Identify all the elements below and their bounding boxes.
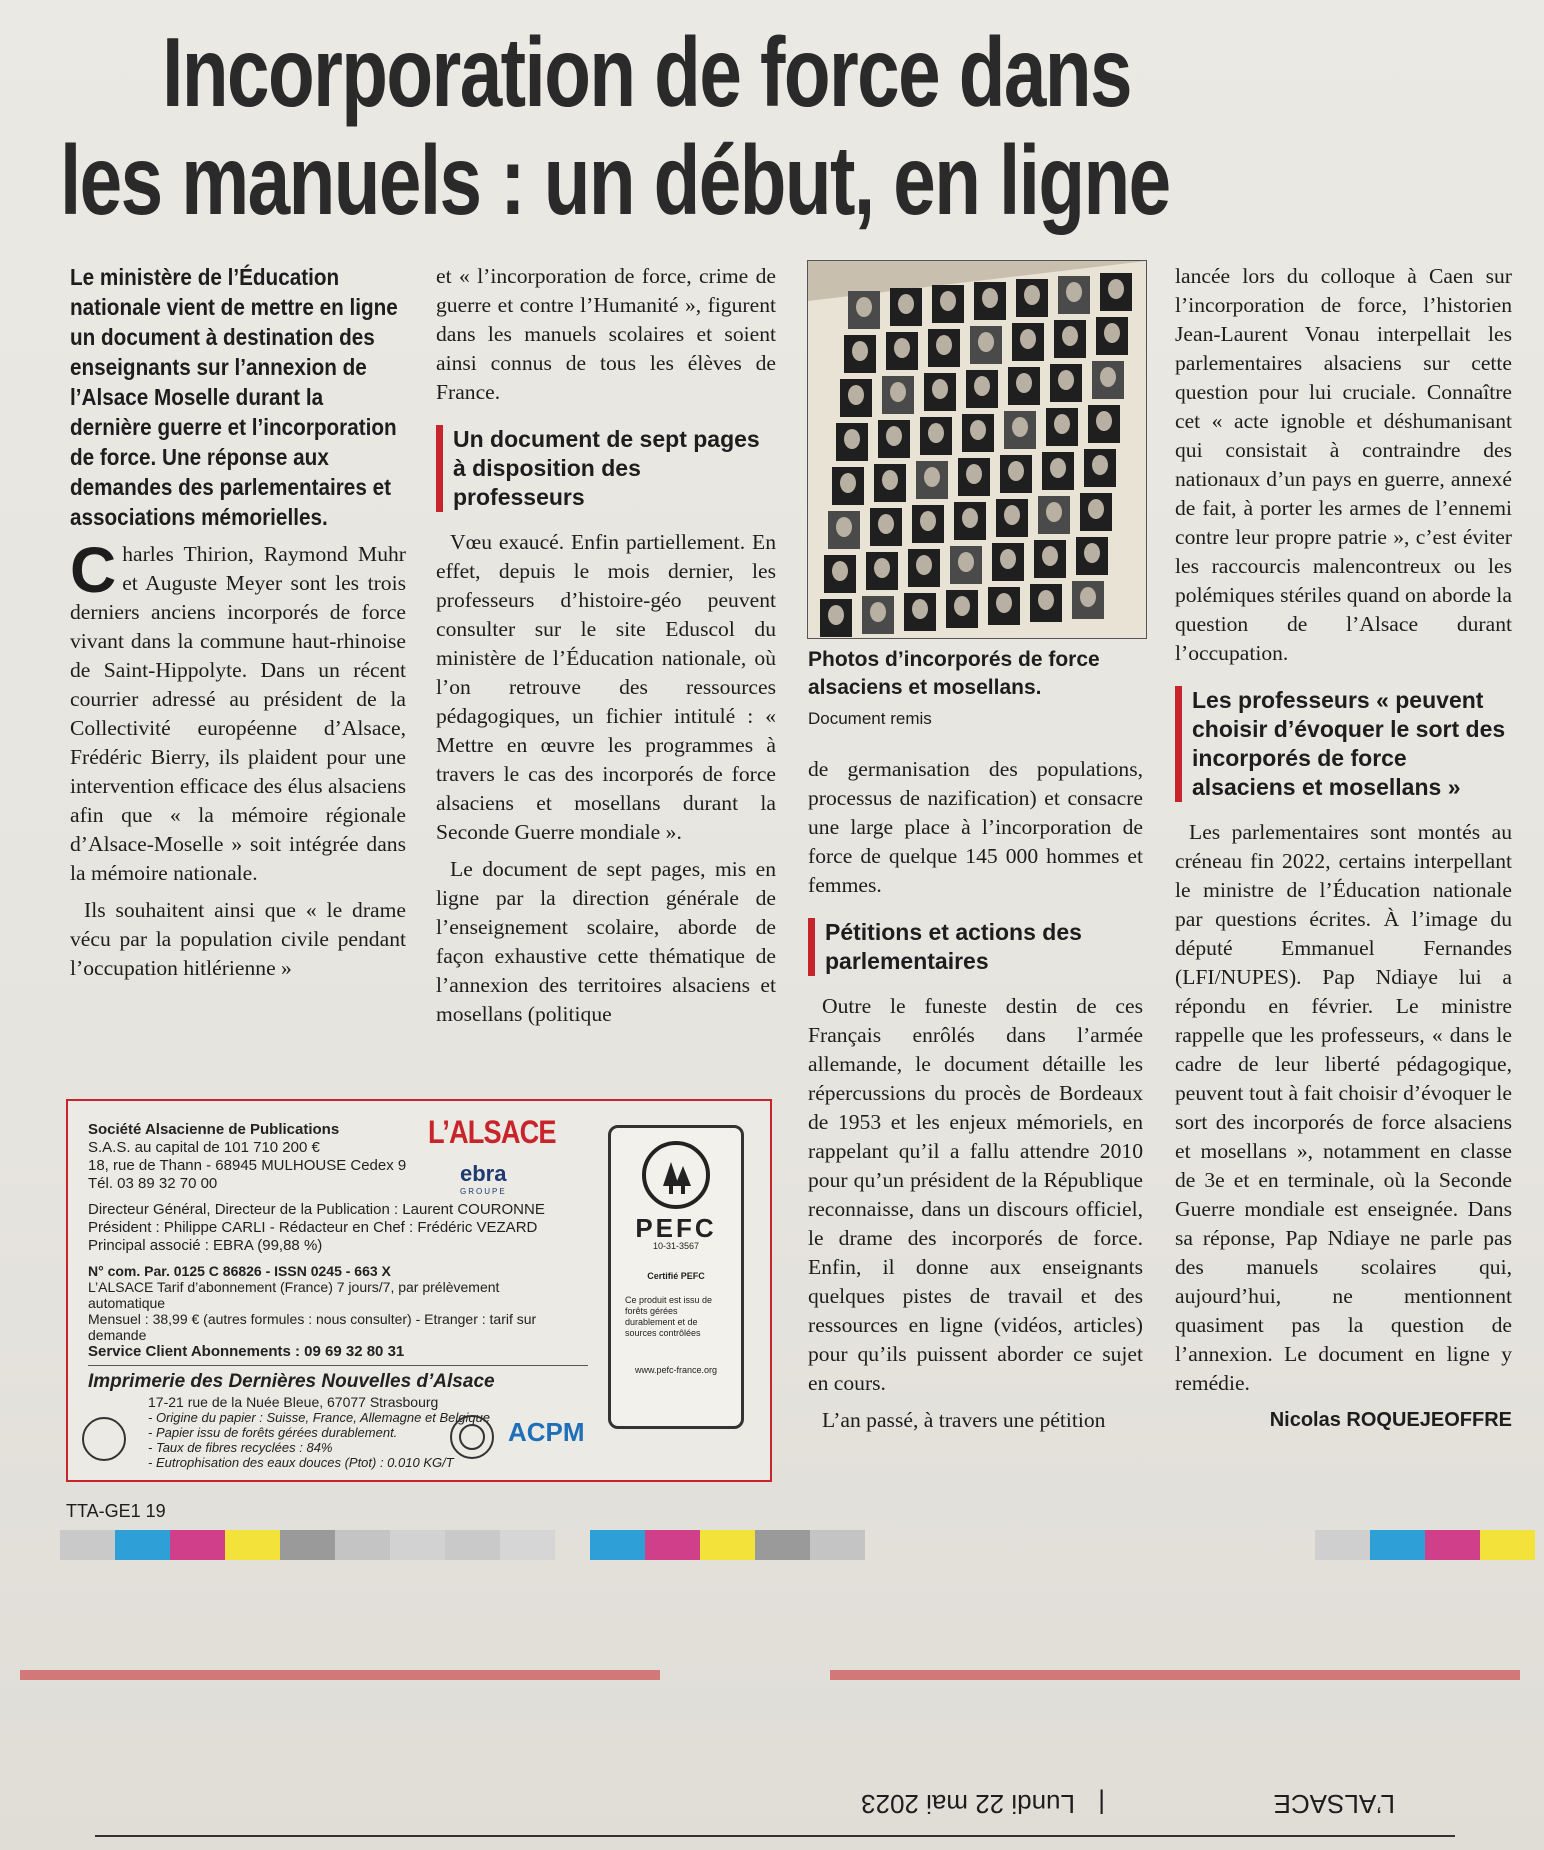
ebra-logo xyxy=(460,1161,507,1201)
subscription-tariff: L’ALSACE Tarif d’abonnement (France) 7 jours/7, par prélèvement automatique xyxy=(88,1279,500,1311)
director: Directeur Général, Directeur de la Publication : Laurent COURONNE xyxy=(88,1201,545,1218)
color-swatch-gray xyxy=(755,1530,810,1560)
portrait-face xyxy=(1004,505,1020,525)
portrait-face xyxy=(996,593,1012,613)
printer-address: 17-21 rue de la Nuée Bleue, 67077 Strasbourg xyxy=(148,1394,439,1410)
color-swatch-yellow xyxy=(700,1530,755,1560)
impressum-box xyxy=(66,1099,772,1482)
portrait-face xyxy=(1000,549,1016,569)
portrait-face xyxy=(924,467,940,487)
portrait-face xyxy=(836,517,852,537)
color-swatch-gray xyxy=(60,1530,115,1560)
lede: Le ministère de l’Éducation nationale vient de mettre en ligne un document à destination des enseignants sur l’annexion de l’Alsace Moselle durant la dernière guerre et l’incorporation de force. Une réponse aux demandes des parlementaires et associations mémorielles. xyxy=(70,264,398,530)
principal-associate: Principal associé : EBRA (99,88 %) xyxy=(88,1237,323,1254)
ghost-red-rule xyxy=(830,1670,1520,1680)
pefc-tree-icon xyxy=(641,1140,711,1210)
paragraph: Outre le funeste destin de ces Français enrôlés dans l’armée allemande, le document détaille les répercussions du procès de Bordeaux de 1953 et les enjeux mémoriels, en rappelant qu’il a fallu attendre 2010 pour qu’un président de la République reconnaisse, dans un discours officiel, le drame des incorporés de force. Enfin, il donne aux enseignants quelques pistes de travail et des ressources en ligne (vidéos, articles) pour qu’ils puissent aborder ce sujet en cours. xyxy=(808,994,1143,1395)
portrait-face xyxy=(878,514,894,534)
portrait-face xyxy=(970,420,986,440)
portrait-face xyxy=(1046,502,1062,522)
portrait-face xyxy=(832,561,848,581)
headline-line-1: Incorporation de force dans xyxy=(162,17,1131,127)
printer-name: Imprimerie des Dernières Nouvelles d’Alsace xyxy=(88,1371,495,1392)
subheading: Un document de sept pages à disposition des professeurs xyxy=(436,425,776,512)
color-registration-bar xyxy=(60,1530,555,1560)
portrait-face xyxy=(1092,455,1108,475)
portrait-face xyxy=(1012,417,1028,437)
drop-cap: C xyxy=(70,534,117,606)
pefc-title: PEFC xyxy=(635,1213,717,1243)
portrait-face xyxy=(954,596,970,616)
reversed-footer xyxy=(95,1775,1455,1837)
monthly-price: Mensuel : 38,99 € (autres formules : nous consulter) - Etranger : tarif sur demande xyxy=(88,1311,537,1343)
paragraph-intro-text: harles Thirion, Raymond Muhr et Auguste Meyer sont les trois derniers anciens incorporés de force vivant dans la commune haut-rhinoise de Saint-Hippolyte. Dans un récent courrier adressé au président de la Collectivité européenne d’Alsace, Frédéric Bierry, ils plaident pour une intervention efficace des élus alsaciens afin que « la mémoire régionale d’Alsace-Moselle » soit intégrée dans la mémoire nationale. xyxy=(70,542,406,885)
portrait-face xyxy=(1096,411,1112,431)
portrait-face xyxy=(844,429,860,449)
color-swatch-light xyxy=(810,1530,865,1560)
color-swatch-yellow xyxy=(225,1530,280,1560)
portrait-face xyxy=(974,376,990,396)
acpm-logo: ACPM xyxy=(508,1417,585,1447)
portrait-face xyxy=(870,602,886,622)
photo-grid-illustration xyxy=(808,261,1146,638)
portrait-face xyxy=(1016,373,1032,393)
paragraph: Le document de sept pages, mis en ligne par la direction générale de l’enseignement scolaire, aborde de façon exhaustive cette thématique de l’annexion des territoires alsaciens et mosellans (politique xyxy=(436,857,776,1026)
column-4 xyxy=(1175,262,1512,1435)
portrait-face xyxy=(840,473,856,493)
footer-separator: | xyxy=(1098,1789,1105,1819)
recycle-icon xyxy=(82,1417,126,1461)
color-swatch-cyan xyxy=(590,1530,645,1560)
portrait-face xyxy=(852,341,868,361)
caption-title: Photos d’incorporés de force alsaciens et mosellans. xyxy=(808,648,1100,699)
ebra-logo-text: ebra xyxy=(460,1161,507,1186)
portrait-face xyxy=(982,288,998,308)
lalsace-logo: L’ALSACE xyxy=(428,1114,556,1150)
commission-number: N° com. Par. 0125 C 86826 - ISSN 0245 - 663 X xyxy=(88,1263,391,1279)
portrait-face xyxy=(1104,323,1120,343)
color-swatch-gray xyxy=(280,1530,335,1560)
portrait-face xyxy=(856,297,872,317)
portrait-face xyxy=(1020,329,1036,349)
color-swatch-magenta xyxy=(1425,1530,1480,1560)
portrait-face xyxy=(936,335,952,355)
portrait-face xyxy=(828,605,844,625)
page-code: TTA-GE1 19 xyxy=(66,1501,166,1521)
color-swatch-yellow xyxy=(1480,1530,1535,1560)
footer-paper-name: L’ALSACE xyxy=(1273,1789,1395,1819)
portrait-face xyxy=(1080,587,1096,607)
byline: Nicolas ROQUEJEOFFRE xyxy=(1269,1409,1512,1431)
ebra-logo-sub: GROUPE xyxy=(460,1187,507,1196)
subheading: Les professeurs « peuvent choisir d’évoquer le sort des incorporés de force alsaciens et mosellans » xyxy=(1175,686,1512,802)
portrait-face xyxy=(1054,414,1070,434)
caption-credit: Document remis xyxy=(808,709,932,728)
subheading: Pétitions et actions des parlementaires xyxy=(808,918,1143,976)
pefc-code: 10-31-3567 xyxy=(652,1241,700,1251)
ghost-reverse-text xyxy=(120,1660,1420,1710)
portrait-face xyxy=(962,508,978,528)
portrait-face xyxy=(1038,590,1054,610)
paragraph: et « l’incorporation de force, crime de guerre et contre l’Humanité », figurent dans les manuels scolaires et soient ainsi connus de tous les élèves de France. xyxy=(436,264,776,404)
paragraph: Ils souhaitent ainsi que « le drame vécu par la population civile pendant l’occupation hitlérienne » xyxy=(70,898,406,980)
color-registration-bar xyxy=(590,1530,865,1560)
paragraph: Les parlementaires sont montés au créneau fin 2022, certains interpellant le ministre de l’Éducation nationale par questions écrites. À l’image du député Emmanuel Fernandes (LFI/NUPES). Pap Ndiaye lui a répondu en février. Le ministre rappelle que les professeurs, « dans le cadre de leur liberté pédagogique, peuvent tout à fait choisir d’évoquer le sort des incorporés de force alsaciens et mosellans », notamment en classe de 3e et en terminale, où la Seconde Guerre mondiale est enseignée. Dans sa réponse, Pap Ndiaye ne parle pas des manuels scolaires qui, aujourd’hui, ne mentionnent quasiment pas la question de l’annexion. Le document en ligne y remédie. xyxy=(1175,820,1512,1395)
photo-caption xyxy=(808,646,1148,732)
portrait-face xyxy=(898,294,914,314)
portrait-face xyxy=(920,511,936,531)
portrait-face xyxy=(1058,370,1074,390)
portrait-face xyxy=(894,338,910,358)
portrait-face xyxy=(932,379,948,399)
portrait-face xyxy=(912,599,928,619)
portrait-face xyxy=(848,385,864,405)
portrait-face xyxy=(1042,546,1058,566)
color-swatch-light xyxy=(500,1530,555,1560)
column-1 xyxy=(70,262,406,991)
president: Président : Philippe CARLI - Rédacteur en Chef : Frédéric VEZARD xyxy=(88,1219,538,1236)
seal-icon xyxy=(448,1413,496,1461)
portrait-face xyxy=(1100,367,1116,387)
color-swatch-cyan xyxy=(1370,1530,1425,1560)
color-swatch-magenta xyxy=(645,1530,700,1560)
portrait-face xyxy=(916,555,932,575)
customer-service: Service Client Abonnements : 09 69 32 80 31 xyxy=(88,1343,405,1360)
footer-date: Lundi 22 mai 2023 xyxy=(861,1789,1075,1819)
portrait-face xyxy=(978,332,994,352)
portrait-face xyxy=(890,382,906,402)
pefc-url: www.pefc-france.org xyxy=(634,1365,718,1375)
company-phone: Tél. 03 89 32 70 00 xyxy=(88,1175,218,1192)
portrait-face xyxy=(1108,279,1124,299)
pefc-description: Ce produit est issu de forêts gérées durablement et de sources contrôlées xyxy=(625,1295,713,1338)
paragraph: de germanisation des populations, processus de nazification) et consacre une large place à l’incorporation de force de quelque 145 000 hommes et femmes. xyxy=(808,757,1143,897)
pefc-label xyxy=(608,1125,744,1429)
pefc-certified: Certifié PEFC xyxy=(647,1271,705,1281)
paragraph-intro xyxy=(70,534,406,888)
headline xyxy=(60,18,1199,234)
photo-incorporated-soldiers xyxy=(807,260,1147,639)
portrait-face xyxy=(886,426,902,446)
portrait-face xyxy=(1024,285,1040,305)
headline-line-2: les manuels : un début, en ligne xyxy=(60,125,1170,235)
color-swatch-light xyxy=(390,1530,445,1560)
portrait-face xyxy=(928,423,944,443)
paper-forests: - Papier issu de forêts gérées durablement. xyxy=(148,1425,398,1440)
portrait-face xyxy=(1062,326,1078,346)
portrait-face xyxy=(940,291,956,311)
company-capital: S.A.S. au capital de 101 710 200 € xyxy=(88,1139,320,1156)
portrait-face xyxy=(1008,461,1024,481)
column-3 xyxy=(808,755,1143,1443)
paper-fibres: - Taux de fibres recyclées : 84% xyxy=(148,1440,333,1455)
color-swatch-light xyxy=(335,1530,390,1560)
portrait-face xyxy=(958,552,974,572)
paragraph: L’an passé, à travers une pétition xyxy=(822,1408,1106,1432)
portrait-face xyxy=(882,470,898,490)
color-swatch-cyan xyxy=(115,1530,170,1560)
portrait-face xyxy=(1088,499,1104,519)
column-2 xyxy=(436,262,776,1037)
portrait-face xyxy=(1084,543,1100,563)
paragraph: lancée lors du colloque à Caen sur l’incorporation de force, l’historien Jean-Laurent Vonau interpellait les parlementaires alsaciens sur cette question pour lui cruciale. Connaître cet « acte ignoble et déshumanisant qui consistait à contraindre des nationaux d’un pays en guerre, annexé de fait, à porter les armes de l’ennemi contre leur propre patrie », c’est éviter les raccourcis malencontreux ou les polémiques stériles quand on aborde la question de l’Alsace durant l’occupation. xyxy=(1175,264,1512,665)
paper-eutrophication: - Eutrophisation des eaux douces (Ptot) : 0.010 KG/T xyxy=(148,1455,454,1470)
color-swatch-light xyxy=(1315,1530,1370,1560)
company-address: 18, rue de Thann - 68945 MULHOUSE Cedex 9 xyxy=(88,1157,407,1174)
color-swatch-light xyxy=(445,1530,500,1560)
portrait-face xyxy=(1050,458,1066,478)
paragraph: Vœu exaucé. Enfin partiellement. En effet, depuis le mois dernier, les professeurs d’histoire-géo peuvent consulter sur le site Eduscol du ministère de l’Éducation nationale, où l’on retrouve des ressources pédagogiques, un fichier intitulé : « Mettre en œuvre les programmes à travers le cas des incorporés de force alsaciens et mosellans durant la Seconde Guerre mondiale ». xyxy=(436,530,776,844)
portrait-face xyxy=(966,464,982,484)
paper-origin: - Origine du papier : Suisse, France, Allemagne et Belgique xyxy=(148,1410,491,1425)
color-swatch-magenta xyxy=(170,1530,225,1560)
ghost-red-rule xyxy=(20,1670,660,1680)
portrait-face xyxy=(1066,282,1082,302)
portrait-face xyxy=(874,558,890,578)
company-name: Société Alsacienne de Publications xyxy=(88,1121,340,1138)
color-registration-bar xyxy=(1315,1530,1535,1560)
